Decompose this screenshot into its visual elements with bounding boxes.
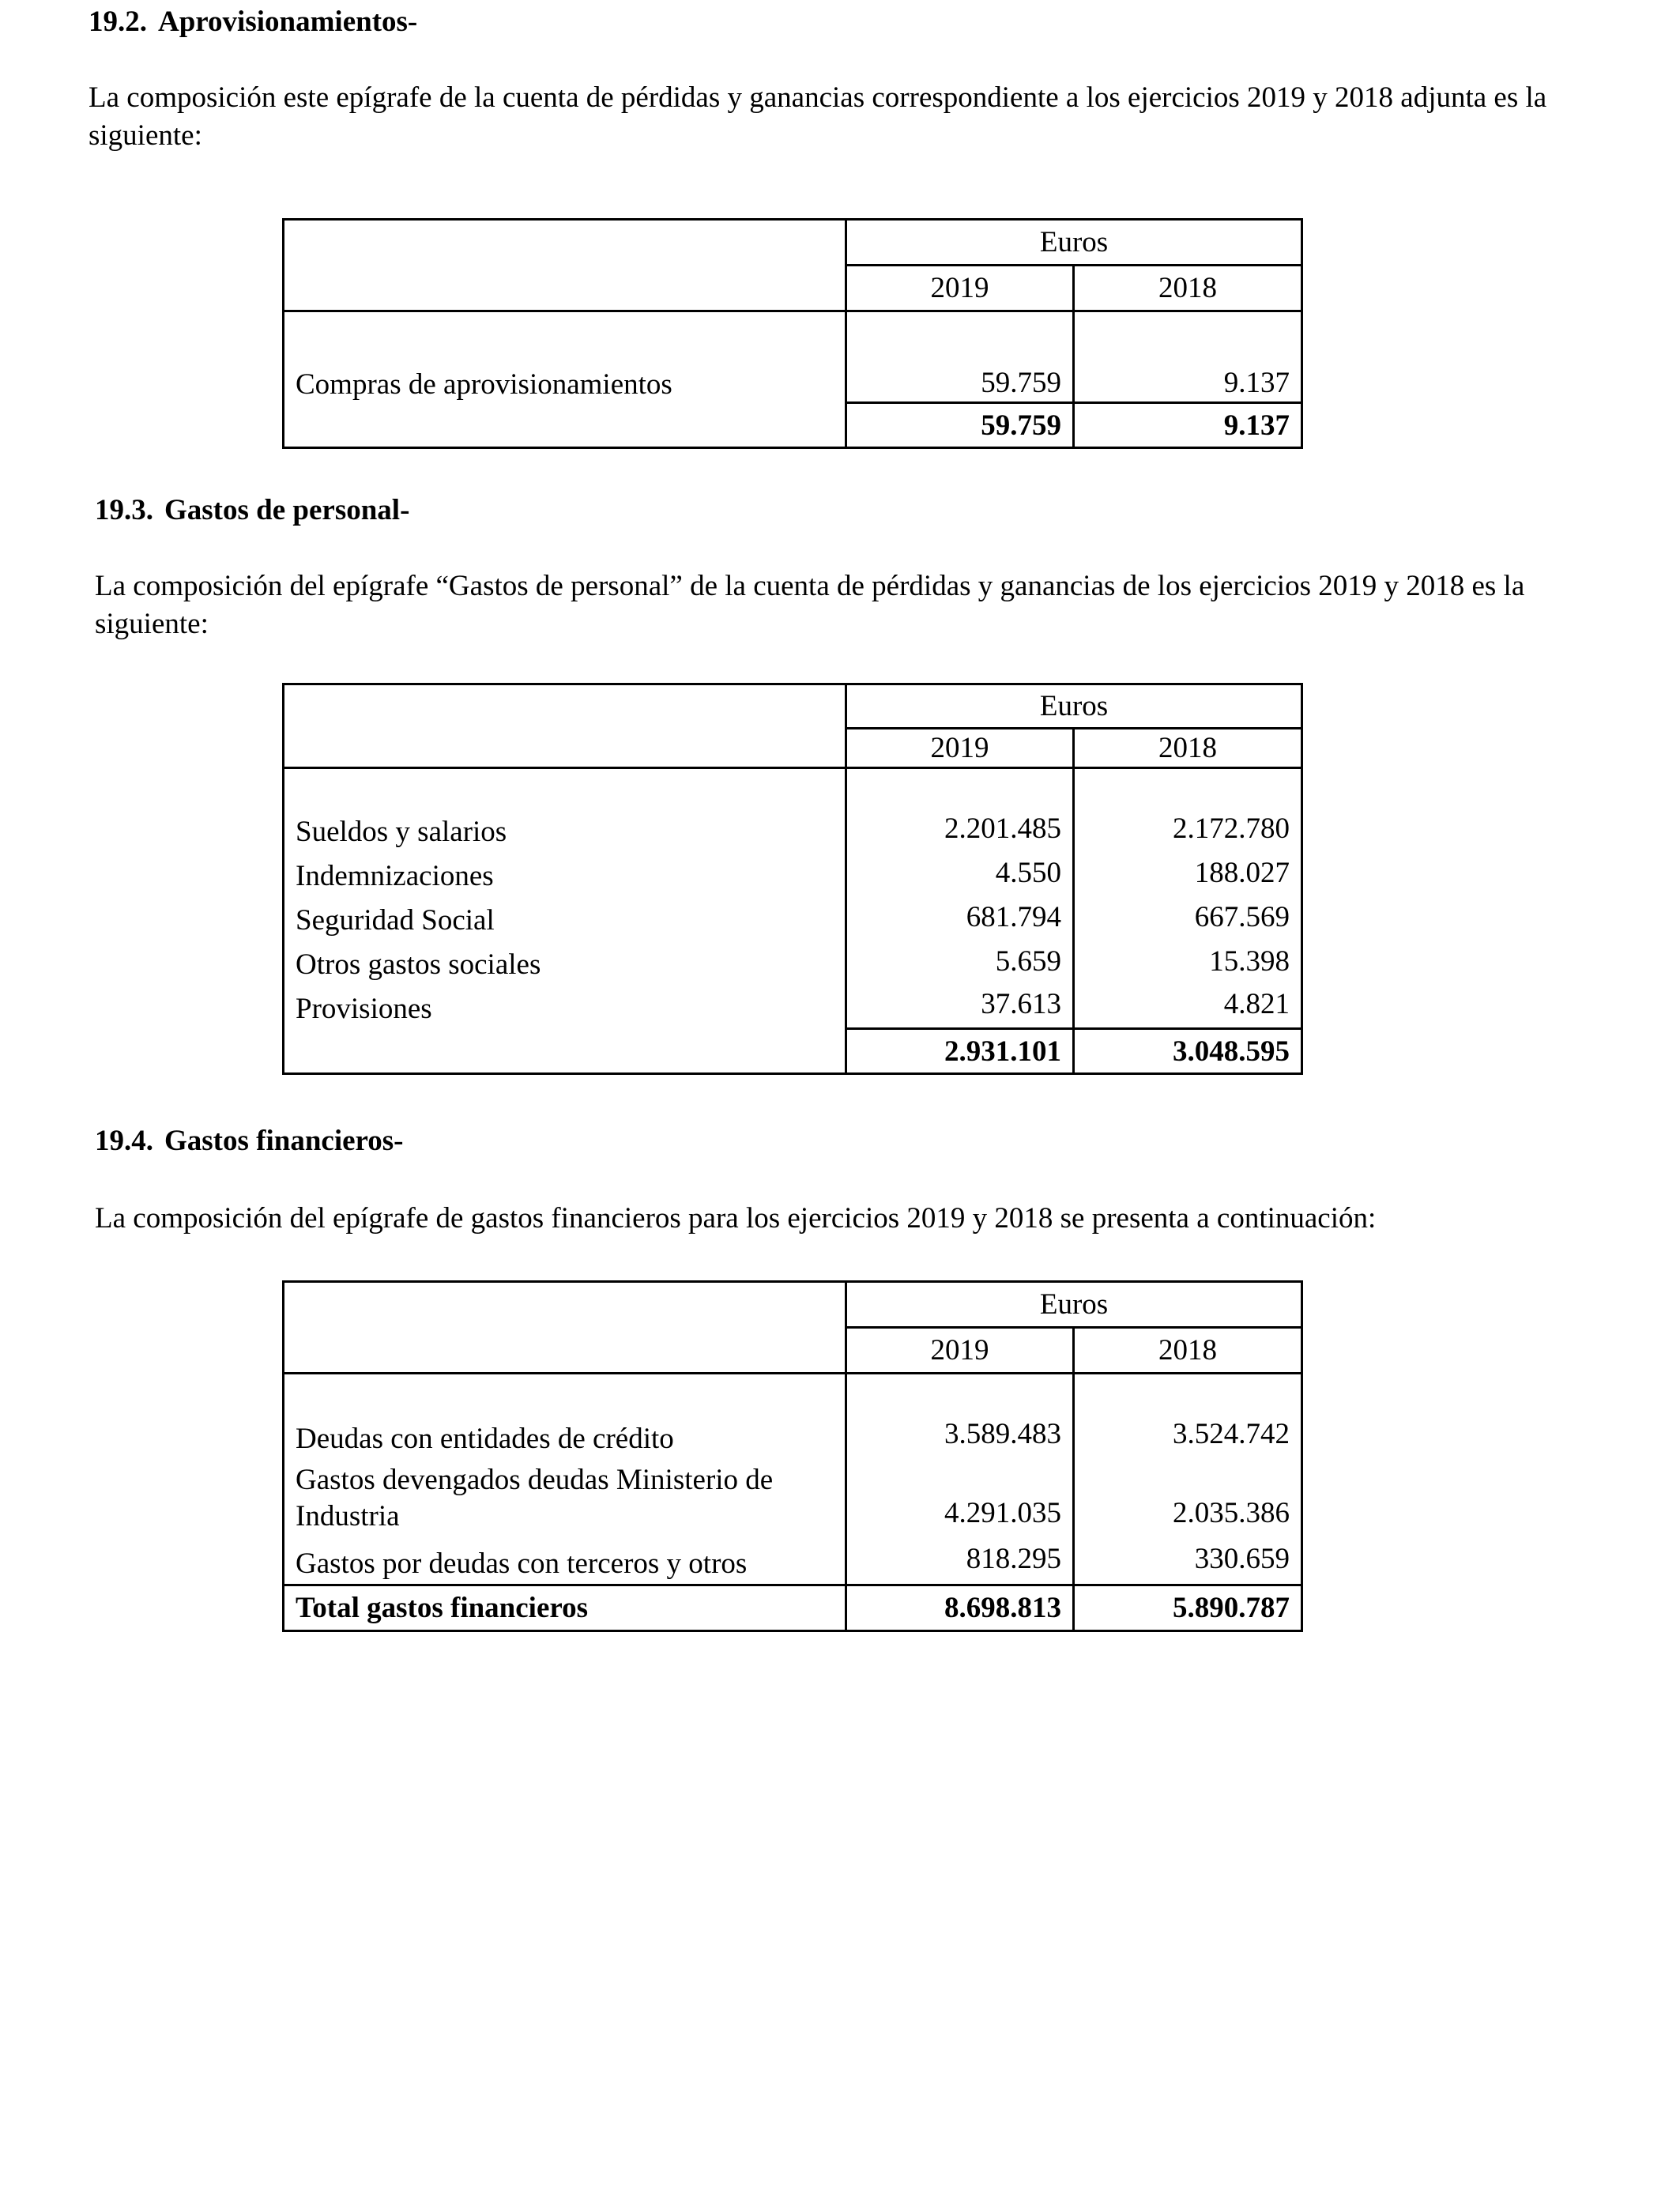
table-row — [284, 1459, 1302, 1538]
section-intro: La composición este epígrafe de la cuenta de pérdidas y ganancias correspondiente a los ejercicios 2019 y 2018 adjunta es la siguiente: — [89, 81, 1547, 152]
row-value-2019: 681.794 — [846, 896, 1074, 941]
section-heading-19-2 — [89, 6, 417, 38]
table-header-year-2019: 2019 — [846, 729, 1074, 768]
total-value-2018: 5.890.787 — [1074, 1585, 1302, 1631]
table-header-unit: Euros — [846, 684, 1302, 729]
section-title: Aprovisionamientos- — [158, 6, 418, 38]
row-value-2019: 4.291.035 — [846, 1459, 1074, 1538]
row-label: Indemnizaciones — [284, 852, 846, 896]
section-intro: La composición del epígrafe “Gastos de personal” de la cuenta de pérdidas y ganancias de los ejercicios 2019 y 2018 es la siguiente: — [95, 570, 1525, 640]
row-label: Otros gastos sociales — [284, 941, 846, 985]
row-label: Gastos por deudas con terceros y otros — [284, 1538, 846, 1585]
gastos-personal-table — [282, 683, 1303, 1075]
table-total-row — [284, 1585, 1302, 1631]
row-value-2018: 4.821 — [1074, 985, 1302, 1029]
total-value-2019: 59.759 — [846, 403, 1074, 448]
row-value-2019: 59.759 — [846, 311, 1074, 403]
row-value-2019: 37.613 — [846, 985, 1074, 1029]
table-header-year-2019: 2019 — [846, 1328, 1074, 1374]
table-row — [284, 941, 1302, 985]
table-row — [284, 311, 1302, 403]
row-label: Seguridad Social — [284, 896, 846, 941]
aprovisionamientos-table — [282, 218, 1303, 449]
section-heading-19-4 — [95, 1125, 404, 1157]
table-header-blank — [284, 684, 846, 768]
total-label — [284, 403, 846, 448]
section-heading-19-3 — [95, 495, 409, 526]
total-value-2018: 3.048.595 — [1074, 1029, 1302, 1074]
table-header-unit: Euros — [846, 1282, 1302, 1328]
table-header-year-2018: 2018 — [1074, 266, 1302, 311]
table-header-blank — [284, 1282, 846, 1374]
row-value-2018: 9.137 — [1074, 311, 1302, 403]
row-value-2019: 5.659 — [846, 941, 1074, 985]
row-label: Deudas con entidades de crédito — [284, 1374, 846, 1459]
row-value-2018: 3.524.742 — [1074, 1374, 1302, 1459]
table-header-year-2019: 2019 — [846, 266, 1074, 311]
section-intro: La composición del epígrafe de gastos financieros para los ejercicios 2019 y 2018 se presenta a continuación: — [95, 1202, 1377, 1235]
row-value-2018: 2.172.780 — [1074, 768, 1302, 852]
total-value-2019: 2.931.101 — [846, 1029, 1074, 1074]
row-value-2018: 2.035.386 — [1074, 1459, 1302, 1538]
table-header-unit: Euros — [846, 220, 1302, 266]
section-number: 19.4. — [95, 1125, 153, 1157]
row-value-2019: 3.589.483 — [846, 1374, 1074, 1459]
table-row — [284, 768, 1302, 852]
row-label: Gastos devengados deudas Ministerio de Industria — [284, 1459, 846, 1538]
table-header-blank — [284, 220, 846, 311]
table-total-row — [284, 403, 1302, 448]
table-header-year-2018: 2018 — [1074, 1328, 1302, 1374]
row-value-2018: 188.027 — [1074, 852, 1302, 896]
row-value-2019: 4.550 — [846, 852, 1074, 896]
total-value-2018: 9.137 — [1074, 403, 1302, 448]
section-title: Gastos de personal- — [164, 494, 410, 526]
table-row — [284, 1538, 1302, 1585]
total-value-2019: 8.698.813 — [846, 1585, 1074, 1631]
table-header-year-2018: 2018 — [1074, 729, 1302, 768]
section-title: Gastos financieros- — [164, 1125, 404, 1157]
table-row — [284, 1374, 1302, 1459]
table-total-row — [284, 1029, 1302, 1074]
section-number: 19.3. — [95, 494, 153, 526]
table-row — [284, 985, 1302, 1029]
total-label: Total gastos financieros — [284, 1585, 846, 1631]
row-value-2019: 818.295 — [846, 1538, 1074, 1585]
row-value-2018: 15.398 — [1074, 941, 1302, 985]
table-row — [284, 852, 1302, 896]
row-label: Provisiones — [284, 985, 846, 1029]
table-row — [284, 896, 1302, 941]
row-label: Sueldos y salarios — [284, 768, 846, 852]
row-label: Compras de aprovisionamientos — [284, 311, 846, 403]
row-value-2018: 330.659 — [1074, 1538, 1302, 1585]
total-label — [284, 1029, 846, 1074]
gastos-financieros-table — [282, 1280, 1303, 1632]
row-value-2018: 667.569 — [1074, 896, 1302, 941]
section-number: 19.2. — [89, 6, 147, 38]
row-value-2019: 2.201.485 — [846, 768, 1074, 852]
